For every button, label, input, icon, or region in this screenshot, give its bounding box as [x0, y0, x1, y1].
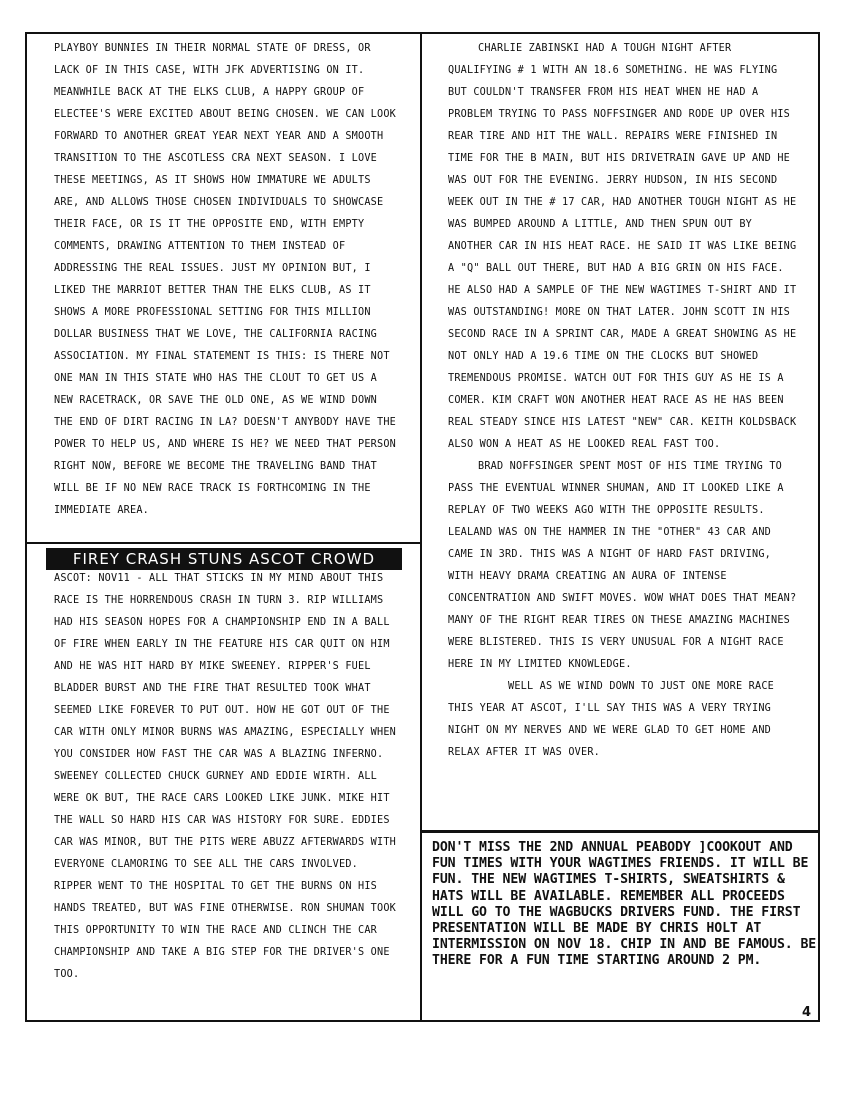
paragraph: PLAYBOY BUNNIES IN THEIR NORMAL STATE OF DRESS, OR LACK OF IN THIS CASE, WITH JFK ADVERTISING ON IT. MEANWHILE BACK AT THE ELKS CLUB, A HAPPY GROUP OF ELECTEE'S WERE EXCITED ABOUT BEING CHOSEN. WE CAN LOOK FORWARD TO ANOTHER GREAT YEAR NEXT YEAR AND A SMOOTH TRANSITION TO THE ASCOTLESS CRA NEXT SEASON. I LOVE THESE MEETINGS, AS IT SHOWS HOW IMMATURE WE ADULTS ARE, AND ALLOWS THOSE CHOSEN INDIVIDUALS TO SHOWCASE THEIR FACE, OR IS IT THE OPPOSITE END, WITH EMPTY COMMENTS, DRAWING ATTENTION TO THEM INSTEAD OF ADDRESSING THE REAL ISSUES. JUST MY OPINION BUT, I LIKED THE MARRIOT BETTER THAN THE ELKS CLUB, AS IT SHOWS A MORE PROFESSIONAL SETTING FOR THIS MILLION DOLLAR BUSINESS THAT WE LOVE, THE CALIFORNIA RACING ASSOCIATION. MY FINAL STATEMENT IS THIS: IS THERE NOT ONE MAN IN THIS STATE WHO HAS THE CLOUT TO GET US A NEW RACETRACK, OR SAVE THE OLD ONE, AS WE WIND DOWN THE END OF DIRT RACING IN LA? DOESN'T ANYBODY HAVE THE POWER TO HELP US, AND WHERE IS HE? WE NEED THAT PERSON RIGHT NOW, BEFORE WE BECOME THE TRAVELING BAND THAT WILL BE IF NO NEW RACE TRACK IS FORTHCOMING IN THE IMMEDIATE AREA.: [54, 43, 397, 516]
section-divider-right: [420, 830, 820, 833]
cookout-notice: [432, 840, 817, 970]
notice-text: DON'T MISS THE 2ND ANNUAL PEABODY ]COOKOUT AND FUN TIMES WITH YOUR WAGTIMES FRIENDS. IT WILL BE FUN. THE NEW WAGTIMES T-SHIRTS, SWEATSHIRTS & HATS WILL BE AVAILABLE. REMEMBER ALL PROCEEDS WILL GO TO THE WAGBUCKS DRIVERS FUND. THE FIRST PRESENTATION WILL BE MADE BY CHRIS HOLT AT INTERMISSION ON NOV 18. CHIP IN AND BE FAMOUS. BE THERE FOR A FUN TIME STARTING AROUND 2 PM.: [432, 840, 817, 969]
paragraph: WELL AS WE WIND DOWN TO JUST ONE MORE RACE THIS YEAR AT ASCOT, I'LL SAY THIS WAS A VERY TRYING NIGHT ON MY NERVES AND WE WERE GLAD TO GET HOME AND RELAX AFTER IT WAS OVER.: [448, 681, 775, 758]
left-column-crash-article: [54, 568, 402, 986]
right-column-article: [448, 38, 800, 764]
page-number: 4: [802, 1005, 812, 1020]
article-headline: FIREY CRASH STUNS ASCOT CROWD: [46, 548, 402, 570]
column-divider: [420, 32, 422, 1022]
paragraph: CHARLIE ZABINSKI HAD A TOUGH NIGHT AFTER QUALIFYING # 1 WITH AN 18.6 SOMETHING. HE WAS FLYING BUT COULDN'T TRANSFER FROM HIS HEAT WHEN HE HAD A PROBLEM TRYING TO PASS NOFFSINGER AND RODE UP OVER HIS REAR TIRE AND HIT THE WALL. REPAIRS WERE FINISHED IN TIME FOR THE B MAIN, BUT HIS DRIVETRAIN GAVE UP AND HE WAS OUT FOR THE EVENING. JERRY HUDSON, IN HIS SECOND WEEK OUT IN THE # 17 CAR, HAD ANOTHER TOUGH NIGHT AS HE WAS BUMPED AROUND A LITTLE, AND THEN SPUN OUT BY ANOTHER CAR IN HIS HEAT RACE. HE SAID IT WAS LIKE BEING A "Q" BALL OUT THERE, BUT HAD A BIG GRIN ON HIS FACE. HE ALSO HAD A SAMPLE OF THE NEW WAGTIMES T-SHIRT AND IT WAS OUTSTANDING! MORE ON THAT LATER. JOHN SCOTT IN HIS SECOND RACE IN A SPRINT CAR, MADE A GREAT SHOWING AS HE NOT ONLY HAD A 19.6 TIME ON THE CLOCKS BUT SHOWED TREMENDOUS PROMISE. WATCH OUT FOR THIS GUY AS HE IS A COMER. KIM CRAFT WON ANOTHER HEAT RACE AS HE HAS BEEN REAL STEADY SINCE HIS LATEST "NEW" CAR. KEITH KOLDSBACK ALSO WON A HEAT AS HE LOOKED REAL FAST TOO.: [448, 43, 797, 450]
section-divider-left: [25, 542, 422, 544]
paragraph: BRAD NOFFSINGER SPENT MOST OF HIS TIME TRYING TO PASS THE EVENTUAL WINNER SHUMAN, AND IT LOOKED LIKE A REPLAY OF TWO WEEKS AGO WITH THE OPPOSITE RESULTS. LEALAND WAS ON THE HAMMER IN THE "OTHER" 43 CAR AND CAME IN 3RD. THIS WAS A NIGHT OF HARD FAST DRIVING, WITH HEAVY DRAMA CREATING AN AURA OF INTENSE CONCENTRATION AND SWIFT MOVES. WOW WHAT DOES THAT MEAN? MANY OF THE RIGHT REAR TIRES ON THESE AMAZING MACHINES WERE BLISTERED. THIS IS VERY UNUSUAL FOR A NIGHT RACE HERE IN MY LIMITED KNOWLEDGE.: [448, 461, 797, 670]
paragraph: ASCOT: NOV11 - ALL THAT STICKS IN MY MIND ABOUT THIS RACE IS THE HORRENDOUS CRASH IN TURN 3. RIP WILLIAMS HAD HIS SEASON HOPES FOR A CHAMPIONSHIP END IN A BALL OF FIRE WHEN EARLY IN THE FEATURE HIS CAR QUIT ON HIM AND HE WAS HIT HARD BY MIKE SWEENEY. RIPPER'S FUEL BLADDER BURST AND THE FIRE THAT RESULTED TOOK WHAT SEEMED LIKE FOREVER TO PUT OUT. HOW HE GOT OUT OF THE CAR WITH ONLY MINOR BURNS WAS AMAZING, ESPECIALLY WHEN YOU CONSIDER HOW FAST THE CAR WAS A BLAZING INFERNO. SWEENEY COLLECTED CHUCK GURNEY AND EDDIE WIRTH. ALL WERE OK BUT, THE RACE CARS LOOKED LIKE JUNK. MIKE HIT THE WALL SO HARD HIS CAR WAS HISTORY FOR SURE. EDDIES CAR WAS MINOR, BUT THE PITS WERE ABUZZ AFTERWARDS WITH EVERYONE CLAMORING TO SEE ALL THE CARS INVOLVED. RIPPER WENT TO THE HOSPITAL TO GET THE BURNS ON HIS HANDS TREATED, BUT WAS FINE OTHERWISE. RON SHUMAN TOOK THIS OPPORTUNITY TO WIN THE RACE AND CLINCH THE CAR CHAMPIONSHIP AND TAKE A BIG STEP FOR THE DRIVER'S ONE TOO.: [54, 573, 397, 980]
left-column-top-article: [54, 38, 402, 522]
